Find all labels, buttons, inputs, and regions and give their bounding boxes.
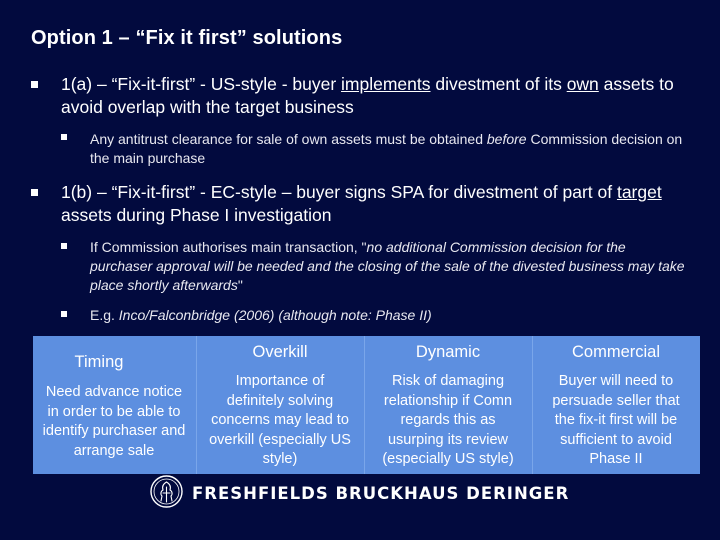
freshfields-logo (150, 475, 570, 511)
bullet-marker (31, 81, 38, 88)
bullet-1a-subtext: Any antitrust clearance for sale of own assets must be obtained before Commission decision on the main purchase (90, 131, 683, 166)
column-body: Buyer will need to persuade seller that the fix-it first will be sufficient to avoid Phase II (552, 373, 680, 467)
sub-bullet-marker (61, 243, 67, 249)
freshfields-seal-icon (150, 475, 183, 508)
sub-bullet-marker (61, 134, 67, 140)
logo-text: FRESHFIELDS BRUCKHAUS DERINGER (192, 484, 570, 503)
bullet-marker (31, 189, 38, 196)
sub-bullet-marker (61, 311, 67, 317)
column-body: Need advance notice in order to be able to identify purchaser and arrange sale (42, 384, 186, 459)
column-commercial (533, 336, 699, 474)
page-title: Option 1 – “Fix it first” solutions (31, 27, 343, 49)
column-body: Risk of damaging relationship if Comn regards this as usurping its review (especially US style) (382, 373, 514, 467)
bullet-1b-subtext-2: E.g. Inco/Falconbridge (2006) (although note: Phase II) (90, 307, 432, 323)
bullet-1b-subtext-1: If Commission authorises main transaction, "no additional Commission decision for the purchaser approval will be needed and the closing of the sale of the divested business may take place shortly afterwards" (90, 239, 685, 293)
column-dynamic (365, 336, 531, 474)
column-heading: Dynamic (415, 343, 481, 361)
column-heading: Commercial (571, 343, 660, 361)
bullet-1a-text: 1(a) – “Fix-it-first” - US-style - buyer implements divestment of its own assets to avoid overlap with the target business (61, 74, 674, 117)
column-heading: Timing (74, 353, 124, 371)
bullet-1b-text: 1(b) – “Fix-it-first” - EC-style – buyer signs SPA for divestment of part of target assets during Phase I investigation (61, 182, 662, 225)
column-overkill (197, 336, 363, 474)
considerations-table (33, 336, 700, 474)
column-heading: Overkill (252, 343, 308, 361)
column-body: Importance of definitely solving concerns may lead to overkill (especially US style) (209, 373, 351, 467)
column-timing (25, 336, 203, 474)
